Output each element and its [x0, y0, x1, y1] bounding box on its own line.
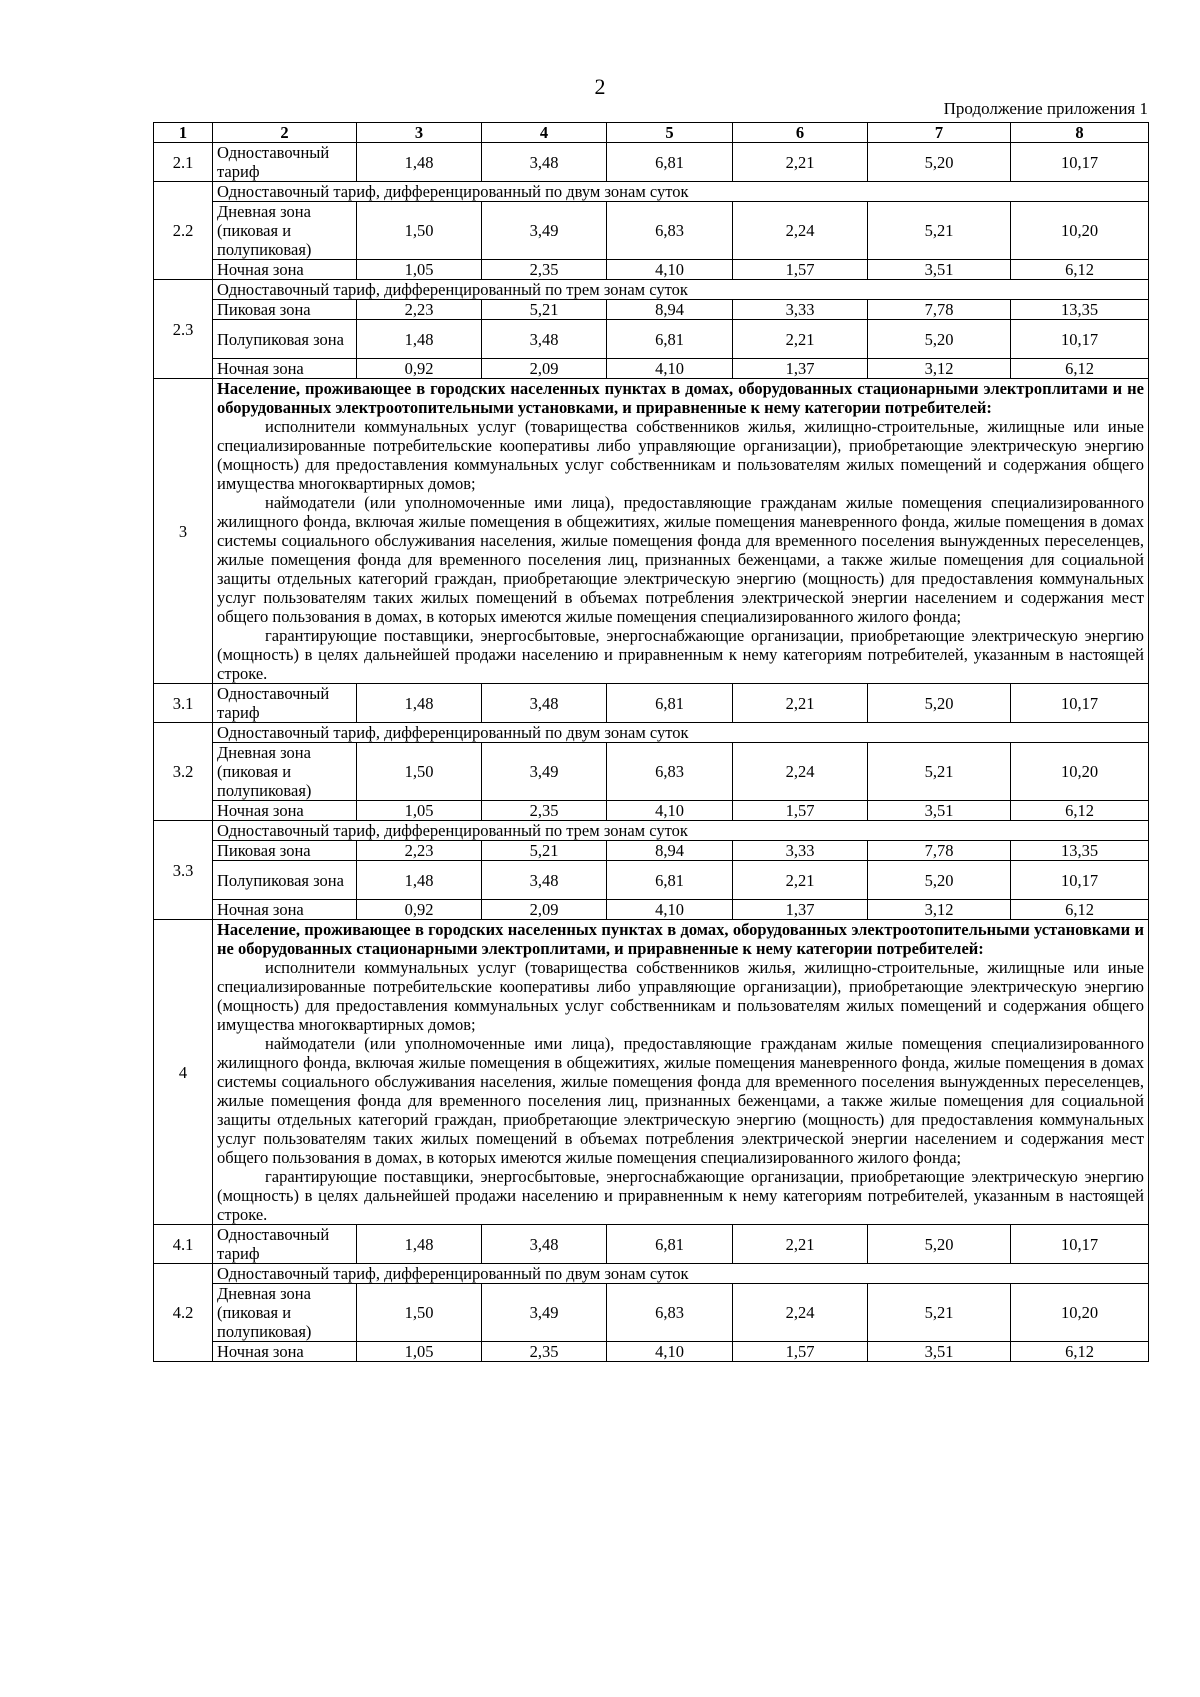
cell: 6,12	[1011, 359, 1149, 379]
cell: 6,83	[607, 202, 733, 260]
table-row	[154, 300, 1149, 320]
cell: 4,10	[607, 1342, 733, 1362]
cell: 2,09	[482, 900, 607, 920]
page-number: 2	[594, 74, 606, 99]
row-number: 3.3	[154, 821, 213, 920]
section-title: Население, проживающее в городских населенных пунктах в домах, оборудованных электроотопительными установками и не оборудованных стационарными электроплитами, и приравненные к нему категории потребителей:	[217, 920, 1144, 958]
cell: 1,48	[357, 861, 482, 900]
table-row	[154, 260, 1149, 280]
row-label: Ночная зона	[213, 900, 357, 920]
cell: 13,35	[1011, 300, 1149, 320]
cell: 3,51	[868, 1342, 1011, 1362]
section-title: Население, проживающее в городских населенных пунктах в домах, оборудованных стационарными электроплитами и не оборудованных электроотопительными установками, и приравненные к нему категории потребителей:	[217, 379, 1144, 417]
cell: 10,17	[1011, 861, 1149, 900]
cell: 2,35	[482, 1342, 607, 1362]
col-header: 7	[868, 123, 1011, 143]
section-paragraph: наймодатели (или уполномоченные ими лица), предоставляющие гражданам жилые помещения специализированного жилищного фонда, включая жилые помещения в общежитиях, жилые помещения маневренного фонда, жилые помещения в домах системы социального обслуживания населения, жилые помещения фонда для временного поселения вынужденных переселенцев, жилые помещения фонда для временного поселения лиц, признанных беженцами, а также жилые помещения для социальной защиты отдельных категорий граждан, приобретающие электрическую энергию (мощность) для предоставления коммунальных услуг пользователям таких жилых помещений в объемах потребления электрической энергии населением и содержания мест общего пользования в домах, в которых имеются жилые помещения специализированного жилого фонда;	[217, 1034, 1144, 1167]
row-number: 3.2	[154, 723, 213, 821]
row-number: 2.2	[154, 182, 213, 280]
cell: 1,57	[733, 801, 868, 821]
cell: 3,51	[868, 260, 1011, 280]
section-description	[213, 379, 1149, 684]
row-label: Пиковая зона	[213, 841, 357, 861]
cell: 1,57	[733, 1342, 868, 1362]
row-number: 2.1	[154, 143, 213, 182]
cell: 5,21	[482, 300, 607, 320]
col-header: 5	[607, 123, 733, 143]
row-subtitle: Одноставочный тариф, дифференцированный по двум зонам суток	[213, 723, 1149, 743]
cell: 1,05	[357, 801, 482, 821]
cell: 2,21	[733, 1225, 868, 1264]
row-label: Полупиковая зона	[213, 861, 357, 900]
cell: 3,49	[482, 1284, 607, 1342]
row-number: 4.1	[154, 1225, 213, 1264]
table-row	[154, 1284, 1149, 1342]
cell: 1,05	[357, 260, 482, 280]
cell: 3,33	[733, 841, 868, 861]
row-subtitle: Одноставочный тариф, дифференцированный по трем зонам суток	[213, 821, 1149, 841]
row-subtitle: Одноставочный тариф, дифференцированный по двум зонам суток	[213, 1264, 1149, 1284]
cell: 1,48	[357, 1225, 482, 1264]
cell: 7,78	[868, 841, 1011, 861]
cell: 10,17	[1011, 684, 1149, 723]
cell: 1,37	[733, 900, 868, 920]
cell: 10,17	[1011, 320, 1149, 359]
table-row	[154, 743, 1149, 801]
col-header: 2	[213, 123, 357, 143]
cell: 6,83	[607, 1284, 733, 1342]
cell: 2,21	[733, 320, 868, 359]
cell: 3,48	[482, 684, 607, 723]
cell: 1,48	[357, 684, 482, 723]
row-label: Одноставочный тариф	[213, 1225, 357, 1264]
cell: 1,50	[357, 202, 482, 260]
row-label: Одноставочный тариф	[213, 143, 357, 182]
cell: 3,48	[482, 320, 607, 359]
cell: 1,48	[357, 143, 482, 182]
section-paragraph: наймодатели (или уполномоченные ими лица), предоставляющие гражданам жилые помещения специализированного жилищного фонда, включая жилые помещения в общежитиях, жилые помещения маневренного фонда, жилые помещения в домах системы социального обслуживания населения, жилые помещения фонда для временного поселения вынужденных переселенцев, жилые помещения фонда для временного поселения лиц, признанных беженцами, а также жилые помещения для социальной защиты отдельных категорий граждан, приобретающие электрическую энергию (мощность) для предоставления коммунальных услуг пользователям таких жилых помещений в объемах потребления электрической энергии населением и содержания мест общего пользования в домах, в которых имеются жилые помещения специализированного жилого фонда;	[217, 493, 1144, 626]
cell: 1,50	[357, 1284, 482, 1342]
table-row	[154, 1264, 1149, 1284]
cell: 1,57	[733, 260, 868, 280]
row-label: Дневная зона (пиковая и полупиковая)	[213, 202, 357, 260]
cell: 3,49	[482, 743, 607, 801]
table-row	[154, 202, 1149, 260]
cell: 5,20	[868, 861, 1011, 900]
cell: 6,81	[607, 143, 733, 182]
row-label: Ночная зона	[213, 359, 357, 379]
cell: 3,48	[482, 1225, 607, 1264]
table-row	[154, 801, 1149, 821]
table-row	[154, 861, 1149, 900]
table-row	[154, 1225, 1149, 1264]
cell: 5,21	[868, 1284, 1011, 1342]
cell: 2,35	[482, 801, 607, 821]
table-row	[154, 900, 1149, 920]
row-label: Одноставочный тариф	[213, 684, 357, 723]
cell: 10,17	[1011, 143, 1149, 182]
cell: 2,24	[733, 743, 868, 801]
cell: 6,12	[1011, 1342, 1149, 1362]
cell: 6,83	[607, 743, 733, 801]
cell: 3,48	[482, 143, 607, 182]
cell: 5,21	[868, 202, 1011, 260]
cell: 3,48	[482, 861, 607, 900]
cell: 5,20	[868, 684, 1011, 723]
cell: 3,49	[482, 202, 607, 260]
cell: 6,81	[607, 1225, 733, 1264]
cell: 2,23	[357, 841, 482, 861]
cell: 2,21	[733, 861, 868, 900]
table-row	[154, 320, 1149, 359]
cell: 3,33	[733, 300, 868, 320]
col-header: 4	[482, 123, 607, 143]
section-paragraph: исполнители коммунальных услуг (товарищества собственников жилья, жилищно-строительные, жилищные или иные специализированные потребительские кооперативы либо управляющие организации), приобретающие электрическую энергию (мощность) для предоставления коммунальных услуг собственникам и пользователям жилых помещений и содержания общего имущества многоквартирных домов;	[217, 958, 1144, 1034]
row-number: 3	[154, 379, 213, 684]
cell: 6,12	[1011, 900, 1149, 920]
cell: 6,81	[607, 861, 733, 900]
row-subtitle: Одноставочный тариф, дифференцированный по трем зонам суток	[213, 280, 1149, 300]
cell: 4,10	[607, 260, 733, 280]
cell: 1,48	[357, 320, 482, 359]
cell: 6,81	[607, 320, 733, 359]
col-header: 3	[357, 123, 482, 143]
table-row	[154, 1342, 1149, 1362]
row-label: Ночная зона	[213, 801, 357, 821]
cell: 3,12	[868, 900, 1011, 920]
cell: 13,35	[1011, 841, 1149, 861]
row-label: Пиковая зона	[213, 300, 357, 320]
cell: 2,23	[357, 300, 482, 320]
row-label: Ночная зона	[213, 260, 357, 280]
row-subtitle: Одноставочный тариф, дифференцированный по двум зонам суток	[213, 182, 1149, 202]
col-header: 1	[154, 123, 213, 143]
cell: 2,24	[733, 202, 868, 260]
continuation-note: Продолжение приложения 1	[943, 99, 1148, 118]
col-header: 8	[1011, 123, 1149, 143]
row-label: Дневная зона (пиковая и полупиковая)	[213, 1284, 357, 1342]
cell: 7,78	[868, 300, 1011, 320]
row-number: 4	[154, 920, 213, 1225]
tariff-table	[153, 122, 1149, 1362]
row-label: Полупиковая зона	[213, 320, 357, 359]
row-number: 3.1	[154, 684, 213, 723]
table-row	[154, 723, 1149, 743]
cell: 2,35	[482, 260, 607, 280]
cell: 4,10	[607, 801, 733, 821]
cell: 10,17	[1011, 1225, 1149, 1264]
section-paragraph: гарантирующие поставщики, энергосбытовые, энергоснабжающие организации, приобретающие электрическую энергию (мощность) в целях дальнейшей продажи населению и приравненным к нему категориям потребителей, указанным в настоящей строке.	[217, 626, 1144, 683]
cell: 2,21	[733, 684, 868, 723]
table-row	[154, 182, 1149, 202]
cell: 2,21	[733, 143, 868, 182]
cell: 6,81	[607, 684, 733, 723]
cell: 1,05	[357, 1342, 482, 1362]
table-row	[154, 359, 1149, 379]
cell: 2,24	[733, 1284, 868, 1342]
cell: 5,20	[868, 320, 1011, 359]
cell: 5,20	[868, 1225, 1011, 1264]
cell: 8,94	[607, 841, 733, 861]
header-row	[154, 123, 1149, 143]
cell: 4,10	[607, 359, 733, 379]
table-row	[154, 379, 1149, 684]
cell: 3,12	[868, 359, 1011, 379]
col-header: 6	[733, 123, 868, 143]
row-label: Ночная зона	[213, 1342, 357, 1362]
cell: 8,94	[607, 300, 733, 320]
section-paragraph: исполнители коммунальных услуг (товарищества собственников жилья, жилищно-строительные, жилищные или иные специализированные потребительские кооперативы либо управляющие организации), приобретающие электрическую энергию (мощность) для предоставления коммунальных услуг собственникам и пользователям жилых помещений и содержания общего имущества многоквартирных домов;	[217, 417, 1144, 493]
table-row	[154, 143, 1149, 182]
section-paragraph: гарантирующие поставщики, энергосбытовые, энергоснабжающие организации, приобретающие электрическую энергию (мощность) в целях дальнейшей продажи населению и приравненным к нему категориям потребителей, указанным в настоящей строке.	[217, 1167, 1144, 1224]
table-row	[154, 841, 1149, 861]
table-row	[154, 821, 1149, 841]
table-row	[154, 920, 1149, 1225]
cell: 10,20	[1011, 743, 1149, 801]
cell: 4,10	[607, 900, 733, 920]
table-row	[154, 280, 1149, 300]
cell: 5,21	[482, 841, 607, 861]
cell: 0,92	[357, 900, 482, 920]
row-number: 2.3	[154, 280, 213, 379]
cell: 1,50	[357, 743, 482, 801]
section-description	[213, 920, 1149, 1225]
cell: 6,12	[1011, 260, 1149, 280]
cell: 3,51	[868, 801, 1011, 821]
cell: 6,12	[1011, 801, 1149, 821]
cell: 1,37	[733, 359, 868, 379]
cell: 0,92	[357, 359, 482, 379]
cell: 10,20	[1011, 1284, 1149, 1342]
row-label: Дневная зона (пиковая и полупиковая)	[213, 743, 357, 801]
cell: 2,09	[482, 359, 607, 379]
row-number: 4.2	[154, 1264, 213, 1362]
cell: 5,20	[868, 143, 1011, 182]
table-row	[154, 684, 1149, 723]
cell: 5,21	[868, 743, 1011, 801]
cell: 10,20	[1011, 202, 1149, 260]
